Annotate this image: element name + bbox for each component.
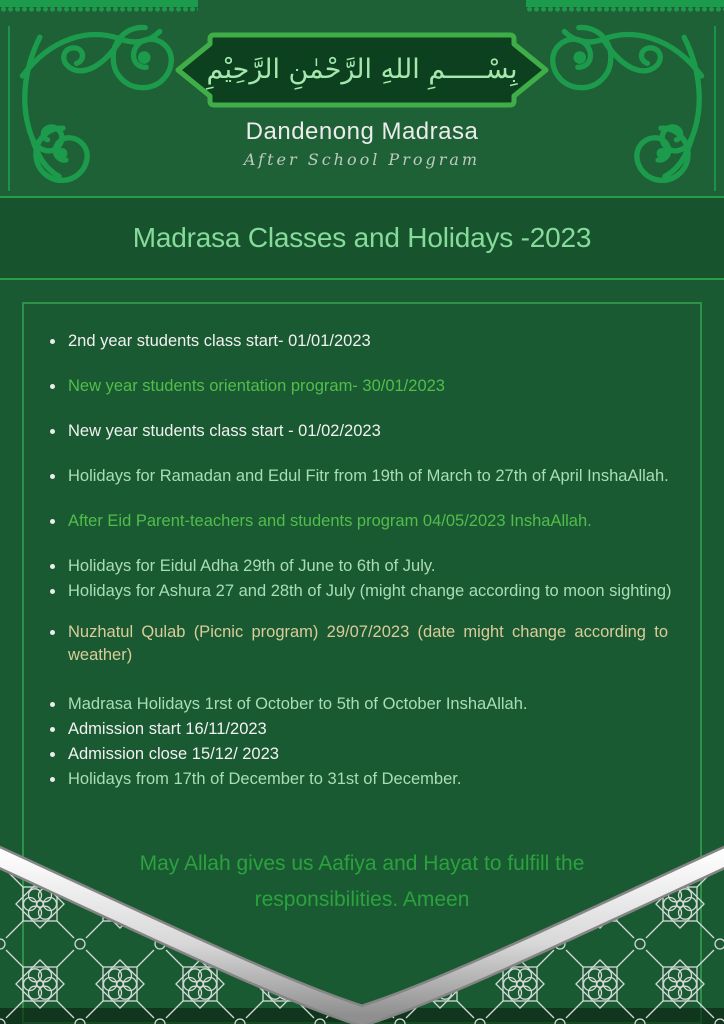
list-item [50,465,684,488]
title-band [0,196,724,280]
bismillah-calligraphy: بِسْـــــمِ اللهِ الرَّحْمٰنِ الرَّحِيْمِ [206,54,518,85]
bullet-icon [50,384,55,389]
list-item [50,555,684,578]
bullet-icon [50,474,55,479]
bullet-icon [50,564,55,569]
bullet-icon [50,727,55,732]
bullet-icon [50,630,55,635]
item-text: Holidays for Ramadan and Edul Fitr from 19th of March to 27th of April InshaAllah. [68,467,669,485]
bullet-icon [50,589,55,594]
list-item [50,580,684,603]
program-subtitle: After School Program [243,150,481,169]
fringe-ornament-right-icon [526,0,724,13]
bullet-icon [50,429,55,434]
bismillah-plaque [172,30,552,110]
fringe-ornament-left-icon [0,0,198,13]
dua-line2: responsibilities. Ameen [254,888,470,911]
item-text: After Eid Parent-teachers and students program 04/05/2023 InshaAllah. [68,512,592,530]
item-text: 2nd year students class start- 01/01/2023 [68,332,371,350]
item-text: Holidays from 17th of December to 31st of December. [68,770,462,788]
bullet-icon [50,777,55,782]
page-title: Madrasa Classes and Holidays -2023 [132,222,592,253]
dua-line1: May Allah gives us Aafiya and Hayat to fulfill the [139,852,585,875]
list-item [50,420,684,443]
list-item [50,743,684,766]
item-text: New year students class start - 01/02/2023 [68,422,381,440]
org-name: Dandenong Madrasa [245,118,479,145]
bullet-icon [50,752,55,757]
list-item [50,718,684,741]
bullet-icon [50,339,55,344]
item-text: Nuzhatul Qulab (Picnic program) 29/07/2023 (date might change according to weather) [68,623,668,664]
list-item [50,693,684,716]
list-item [50,510,684,533]
list-item [50,375,684,398]
schedule-list [50,330,684,791]
header-banner [0,0,724,196]
item-text: Admission close 15/12/ 2023 [68,745,279,763]
item-text: Holidays for Ashura 27 and 28th of July (might change according to moon sighting) [68,582,672,600]
list-item [50,621,684,667]
bullet-icon [50,519,55,524]
item-text: Holidays for Eidul Adha 29th of June to 6th of July. [68,557,436,575]
item-text: New year students orientation program- 30/01/2023 [68,377,445,395]
list-item [50,330,684,353]
lace-border-icon [0,784,724,1024]
bullet-icon [50,702,55,707]
item-text: Admission start 16/11/2023 [68,720,267,738]
item-text: Madrasa Holidays 1rst of October to 5th of October InshaAllah. [68,695,528,713]
